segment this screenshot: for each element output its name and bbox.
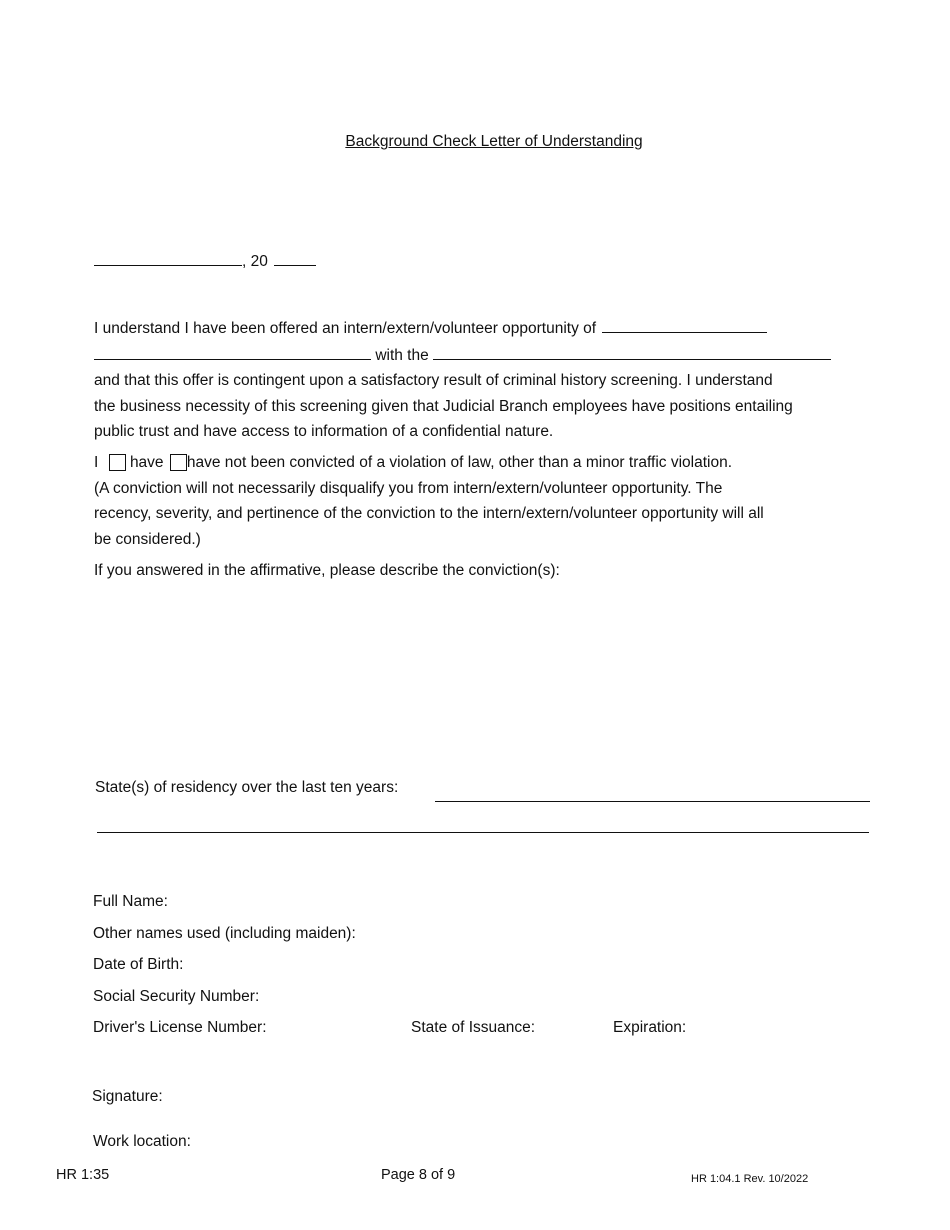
conviction-prefix: I xyxy=(94,454,99,471)
residency-line-2[interactable] xyxy=(97,832,869,833)
opportunity-blank[interactable] xyxy=(602,315,767,333)
dob-label: Date of Birth: xyxy=(93,956,184,973)
have-not-label: have not been convicted of a violation of law, other than a minor traffic violation. xyxy=(186,454,733,471)
conviction-note-2: recency, severity, and pertinence of the conviction to the intern/extern/volunteer opportunity will all xyxy=(94,505,764,522)
with-the-text: with the xyxy=(375,346,429,364)
date-line xyxy=(94,248,316,271)
offer-line-3: and that this offer is contingent upon a satisfactory result of criminal history screening. I understand xyxy=(94,372,773,389)
have-not-checkbox[interactable] xyxy=(170,454,187,471)
date-year-prefix: , 20 xyxy=(242,253,268,270)
expiration-label: Expiration: xyxy=(613,1019,687,1036)
department-blank[interactable] xyxy=(433,342,831,360)
offer-line-5: public trust and have access to information of a confidential nature. xyxy=(94,423,554,440)
other-names-label: Other names used (including maiden): xyxy=(93,925,356,942)
page-title: Background Check Letter of Understanding xyxy=(345,133,643,150)
conviction-section xyxy=(94,450,874,552)
offer-line-4: the business necessity of this screening given that Judicial Branch employees have positions entailing xyxy=(94,397,793,415)
conviction-note-3: be considered.) xyxy=(94,530,201,548)
footer-left: HR 1:35 xyxy=(56,1167,110,1183)
offer-line-1: I understand I have been offered an intern/extern/volunteer opportunity of xyxy=(94,320,597,337)
have-label: have xyxy=(129,454,164,471)
signature-label: Signature: xyxy=(92,1088,163,1105)
form-revision: HR 1:04.1 Rev. 10/2022 xyxy=(691,1173,809,1185)
offer-paragraph xyxy=(94,315,874,445)
residency-line-1[interactable] xyxy=(435,801,870,802)
full-name-label: Full Name: xyxy=(93,893,168,910)
ssn-label: Social Security Number: xyxy=(93,988,260,1005)
page-number: Page 8 of 9 xyxy=(381,1167,456,1183)
work-location-label: Work location: xyxy=(93,1133,191,1150)
conviction-note-1: (A conviction will not necessarily disqualify you from intern/extern/volunteer opportunity. The xyxy=(94,479,723,497)
describe-prompt: If you answered in the affirmative, please describe the conviction(s): xyxy=(94,562,560,579)
residency-label: State(s) of residency over the last ten years: xyxy=(95,779,399,796)
date-blank[interactable] xyxy=(94,248,242,266)
state-of-issuance-label: State of Issuance: xyxy=(411,1019,536,1036)
opportunity-blank-continued[interactable] xyxy=(94,342,371,360)
have-checkbox[interactable] xyxy=(109,454,126,471)
year-blank[interactable] xyxy=(274,248,316,266)
dl-number-label: Driver's License Number: xyxy=(93,1019,267,1036)
